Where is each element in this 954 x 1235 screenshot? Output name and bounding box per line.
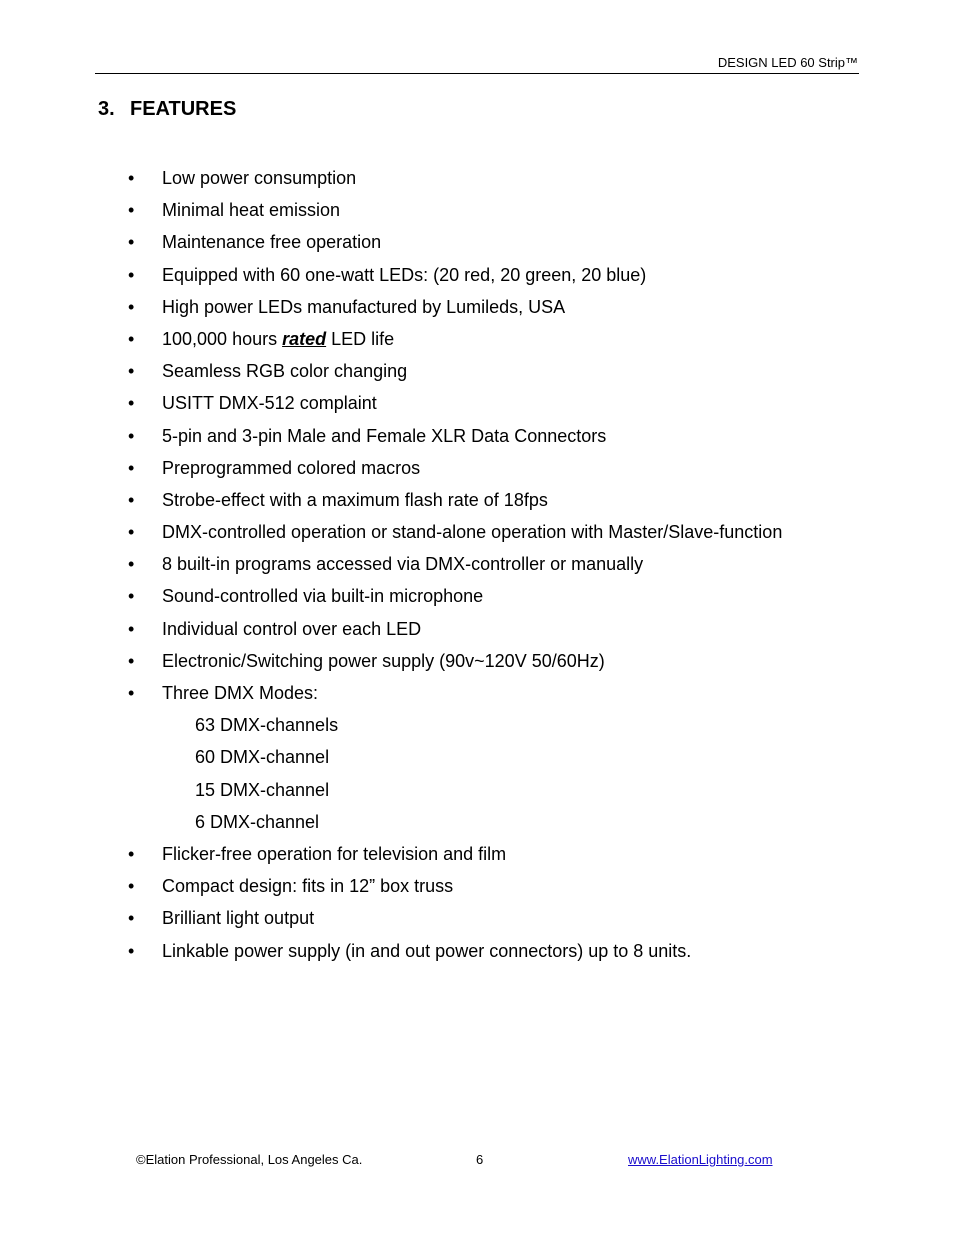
feature-item-rated-life (0, 327, 954, 359)
feature-text: Equipped with 60 one-watt LEDs: (20 red, 20 green, 20 blue) (162, 264, 647, 285)
feature-item (0, 488, 954, 520)
feature-text: Preprogrammed colored macros (162, 457, 421, 478)
section-number: 3. (98, 98, 115, 120)
feature-text: Individual control over each LED (162, 618, 422, 639)
dmx-mode-text: 15 DMX-channel (195, 779, 330, 800)
feature-item (0, 520, 954, 552)
feature-text: Flicker-free operation for television and film (162, 843, 507, 864)
feature-item (0, 939, 954, 971)
bullet-icon: • (128, 650, 135, 671)
header-divider (95, 73, 859, 74)
page-footer (0, 1151, 954, 1171)
feature-item (0, 584, 954, 616)
bullet-icon: • (128, 393, 135, 414)
bullet-icon: • (128, 876, 135, 897)
bullet-icon: • (128, 296, 135, 317)
feature-text: Minimal heat emission (162, 200, 341, 221)
dmx-mode-item (0, 810, 954, 842)
page-number: 6 (476, 1152, 484, 1167)
feature-text-prefix: 100,000 hours (162, 328, 283, 349)
feature-text: Maintenance free operation (162, 232, 382, 253)
dmx-mode-item (0, 745, 954, 777)
website-link[interactable]: www.ElationLighting.com (628, 1152, 773, 1167)
feature-text: Strobe-effect with a maximum flash rate of 18fps (162, 489, 548, 510)
bullet-icon: • (128, 232, 135, 253)
feature-text (162, 327, 394, 351)
dmx-mode-item (0, 778, 954, 810)
feature-text: 5-pin and 3-pin Male and Female XLR Data Connectors (162, 425, 607, 446)
feature-item (0, 617, 954, 649)
feature-item (0, 552, 954, 584)
feature-text: Low power consumption (162, 168, 357, 188)
footer-copyright: ©Elation Professional, Los Angeles Ca. (136, 1152, 363, 1167)
feature-text: Electronic/Switching power supply (90v~120V 50/60Hz) (162, 650, 605, 671)
bullet-icon: • (128, 683, 135, 703)
dmx-mode-text: 6 DMX-channel (195, 811, 320, 832)
bullet-icon: • (128, 264, 135, 285)
section-title: FEATURES (130, 98, 237, 120)
bullet-icon: • (128, 618, 135, 639)
bullet-icon: • (128, 489, 135, 510)
bullet-icon: • (128, 361, 135, 382)
feature-text: Compact design: fits in 12” box truss (162, 876, 454, 897)
dmx-mode-item (0, 713, 954, 745)
feature-item (0, 874, 954, 906)
bullet-icon: • (128, 554, 135, 575)
bullet-icon: • (128, 940, 135, 961)
rated-emphasis: rated (282, 328, 327, 349)
feature-text: Sound-controlled via built-in microphone (162, 586, 484, 607)
bullet-icon: • (128, 328, 135, 349)
bullet-icon: • (128, 200, 135, 221)
feature-item (0, 166, 954, 198)
feature-item (0, 295, 954, 327)
section-heading (98, 97, 236, 121)
feature-text: Linkable power supply (in and out power connectors) up to 8 units. (162, 940, 692, 961)
feature-text: 8 built-in programs accessed via DMX-controller or manually (162, 554, 644, 575)
feature-item (0, 359, 954, 391)
bullet-icon: • (128, 425, 135, 446)
feature-text: DMX-controlled operation or stand-alone operation with Master/Slave-function (162, 522, 783, 543)
feature-item (0, 230, 954, 262)
feature-item (0, 649, 954, 681)
feature-item (0, 906, 954, 938)
feature-text: Seamless RGB color changing (162, 361, 408, 382)
feature-item (0, 456, 954, 488)
feature-item (0, 842, 954, 874)
feature-text-suffix: LED life (326, 328, 395, 349)
feature-item (0, 198, 954, 230)
bullet-icon: • (128, 522, 135, 543)
feature-item (0, 263, 954, 295)
feature-item (0, 391, 954, 423)
feature-text: USITT DMX-512 complaint (162, 393, 377, 414)
bullet-icon: • (128, 168, 135, 188)
bullet-icon: • (128, 908, 135, 929)
feature-text: Brilliant light output (162, 908, 315, 929)
feature-text: High power LEDs manufactured by Lumileds, USA (162, 296, 566, 317)
feature-item-dmx-modes (0, 681, 954, 713)
dmx-mode-text: 63 DMX-channels (195, 715, 339, 736)
bullet-icon: • (128, 586, 135, 607)
features-list (0, 166, 954, 971)
bullet-icon: • (128, 843, 135, 864)
feature-text: Three DMX Modes: (162, 683, 319, 703)
document-header-title: DESIGN LED 60 Strip™ (717, 55, 858, 70)
bullet-icon: • (128, 457, 135, 478)
feature-item (0, 424, 954, 456)
dmx-mode-text: 60 DMX-channel (195, 747, 330, 768)
